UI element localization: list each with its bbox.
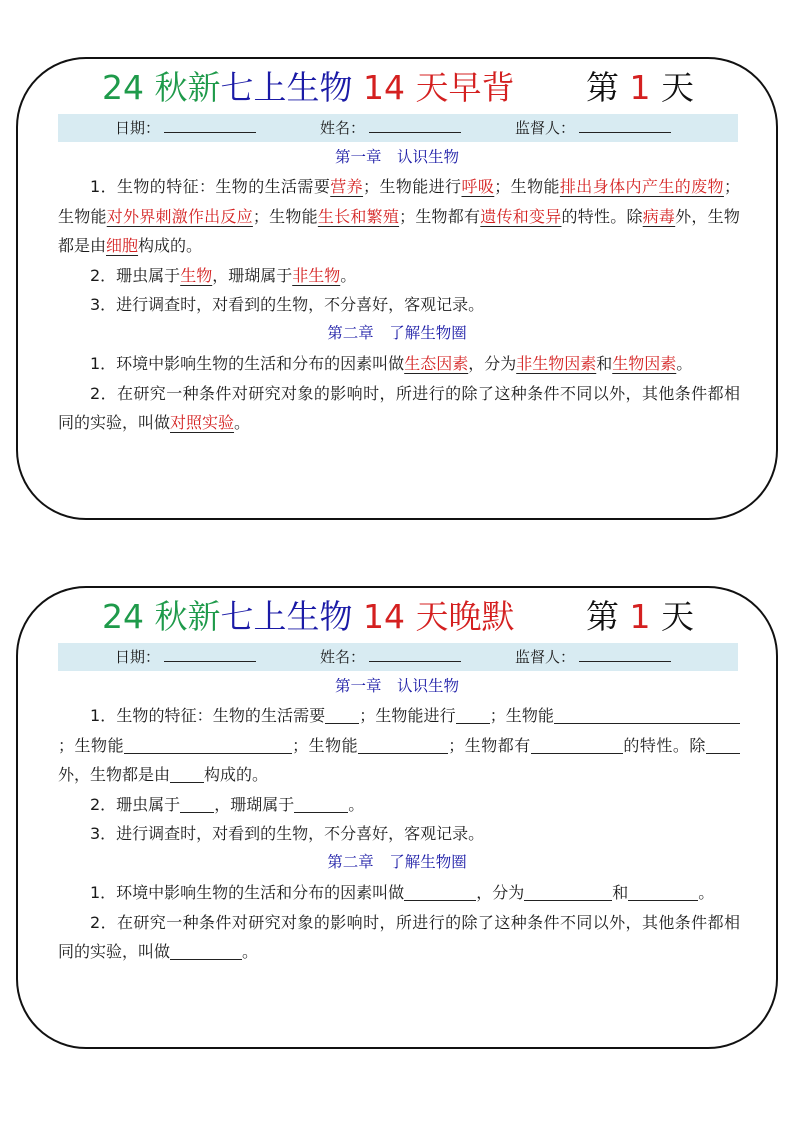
title-part: 七上生物 [220,597,353,636]
answer: 生物 [180,265,213,285]
fill-blank[interactable] [554,703,666,724]
date-blank[interactable] [164,643,256,662]
question-3: 3．进行调查时，对看到的生物，不分喜好，客观记录。 [90,295,485,314]
chapter-heading: 第一章 认识生物 [334,677,459,695]
title-part: 14 天晚默 [352,597,515,636]
day-counter [586,594,694,640]
answer: 生物因素 [612,354,677,373]
title-part: 14 天早背 [352,68,515,107]
fill-blank[interactable] [666,703,740,724]
date-label: 日期： [115,648,161,666]
fill-blank[interactable] [628,880,664,901]
question-2: 2．珊虫属于 ，珊瑚属于 。 [58,790,740,820]
day-prefix: 第 [586,68,630,107]
answer: 非生物因素 [516,354,597,373]
question-2: 2．在研究一种条件对研究对象的影响时，所进行的除了这种条件不同以外，其他条件都相同的实验，叫做 。 [58,912,740,961]
answer: 对外界刺激作出反应 [106,206,253,226]
fill-blank[interactable] [180,792,214,813]
answer: 遗传和变异 [480,206,562,226]
title-part: 24 秋新 [102,597,221,636]
fill-blank[interactable] [170,939,242,960]
chapter1-content [58,172,740,320]
day-suffix: 天 [650,68,694,107]
card-title [18,594,776,640]
question-1: 1．生物的特征：生物的生活需要营养；生物能进行呼吸；生物能排出身体内产生的废物；生物能对外界刺激作出反应；生物能生长和繁殖；生物都有遗传和变异的特性。除病毒外，生物都是由细胞构成的。 [58,177,740,255]
evening-dictation-card [16,586,778,1049]
answer: 细胞 [106,236,139,255]
morning-recitation-card [16,57,778,520]
day-prefix: 第 [586,597,630,636]
question-3: 3．进行调查时，对看到的生物，不分喜好，客观记录。 [90,824,485,843]
question-2: 2．在研究一种条件对研究对象的影响时，所进行的除了这种条件不同以外，其他条件都相同的实验，叫做对照实验。 [58,383,740,432]
supervisor-blank[interactable] [579,643,671,662]
answer: 生长和繁殖 [317,206,400,226]
info-bar [58,114,738,142]
card-title [18,65,776,111]
date-field[interactable] [115,114,256,142]
answer: 营养 [330,177,364,196]
fill-blank[interactable] [664,880,698,901]
name-field[interactable] [320,114,461,142]
question-1: 1．生物的特征：生物的生活需要 ；生物能进行 ；生物能；生物能 ；生物能 ；生物都有 的特性。除外，生物都是由 构成的。 [58,701,740,790]
date-blank[interactable] [164,114,256,133]
answer: 排出身体内产生的废物 [559,177,724,196]
chapter2-content [58,878,740,967]
fill-blank[interactable] [706,733,740,754]
supervisor-blank[interactable] [579,114,671,133]
chapter-heading: 第二章 了解生物圈 [327,853,467,871]
fill-blank[interactable] [124,733,292,754]
chapter1-content [58,701,740,849]
supervisor-label: 监督人： [515,119,576,137]
name-blank[interactable] [369,643,461,662]
chapter2-content [58,349,740,438]
title-part: 24 秋新 [102,68,221,107]
day-number: 1 [629,68,651,107]
answer: 对照实验 [170,413,235,432]
name-label: 姓名： [320,119,366,137]
fill-blank[interactable] [325,703,359,724]
fill-blank[interactable] [170,762,204,783]
fill-blank[interactable] [358,733,448,754]
name-field[interactable] [320,643,461,671]
fill-blank[interactable] [531,733,623,754]
answer: 呼吸 [461,177,495,196]
answer: 生态因素 [404,354,469,373]
chapter-heading: 第一章 认识生物 [334,148,459,166]
name-label: 姓名： [320,648,366,666]
answer: 病毒 [642,206,676,226]
supervisor-field[interactable] [515,114,671,142]
fill-blank[interactable] [404,880,476,901]
day-suffix: 天 [650,597,694,636]
date-label: 日期： [115,119,161,137]
question-1: 1．环境中影响生物的生活和分布的因素叫做 ，分为 和 。 [58,878,740,908]
fill-blank[interactable] [294,792,348,813]
day-counter [586,65,694,111]
chapter-heading: 第二章 了解生物圈 [327,324,467,342]
question-1: 1．环境中影响生物的生活和分布的因素叫做生态因素，分为非生物因素和生物因素。 [90,354,693,373]
name-blank[interactable] [369,114,461,133]
fill-blank[interactable] [456,703,490,724]
day-number: 1 [629,597,651,636]
date-field[interactable] [115,643,256,671]
answer: 非生物 [292,265,341,285]
question-2: 2．珊虫属于生物，珊瑚属于非生物。 [90,265,357,285]
title-part: 七上生物 [220,68,353,107]
supervisor-field[interactable] [515,643,671,671]
supervisor-label: 监督人： [515,648,576,666]
fill-blank[interactable] [524,880,612,901]
info-bar [58,643,738,671]
